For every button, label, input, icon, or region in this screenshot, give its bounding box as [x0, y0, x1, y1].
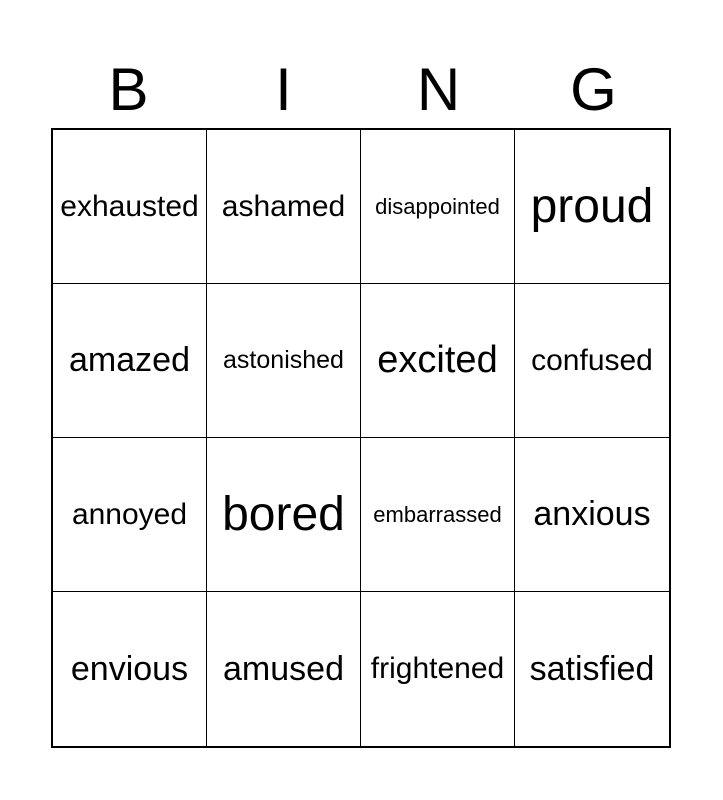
bingo-cell: ashamed: [207, 130, 361, 284]
bingo-cell: amazed: [53, 284, 207, 438]
bingo-cell: astonished: [207, 284, 361, 438]
bingo-cell: excited: [361, 284, 515, 438]
bingo-cell: confused: [515, 284, 669, 438]
bingo-header: [51, 50, 671, 128]
header-letter-b: B: [108, 56, 149, 123]
bingo-cell: envious: [53, 592, 207, 746]
bingo-cell: frightened: [361, 592, 515, 746]
bingo-cell: embarrassed: [361, 438, 515, 592]
header-letter-g: G: [570, 56, 617, 123]
bingo-cell: amused: [207, 592, 361, 746]
bingo-cell: bored: [207, 438, 361, 592]
bingo-cell: exhausted: [53, 130, 207, 284]
header-letter-n: N: [416, 56, 461, 123]
header-letter-i: I: [275, 56, 292, 123]
bingo-grid: [51, 128, 671, 748]
bingo-cell: disappointed: [361, 130, 515, 284]
bingo-cell: annoyed: [53, 438, 207, 592]
bingo-cell: anxious: [515, 438, 669, 592]
bingo-cell: proud: [515, 130, 669, 284]
bingo-cell: satisfied: [529, 649, 655, 688]
